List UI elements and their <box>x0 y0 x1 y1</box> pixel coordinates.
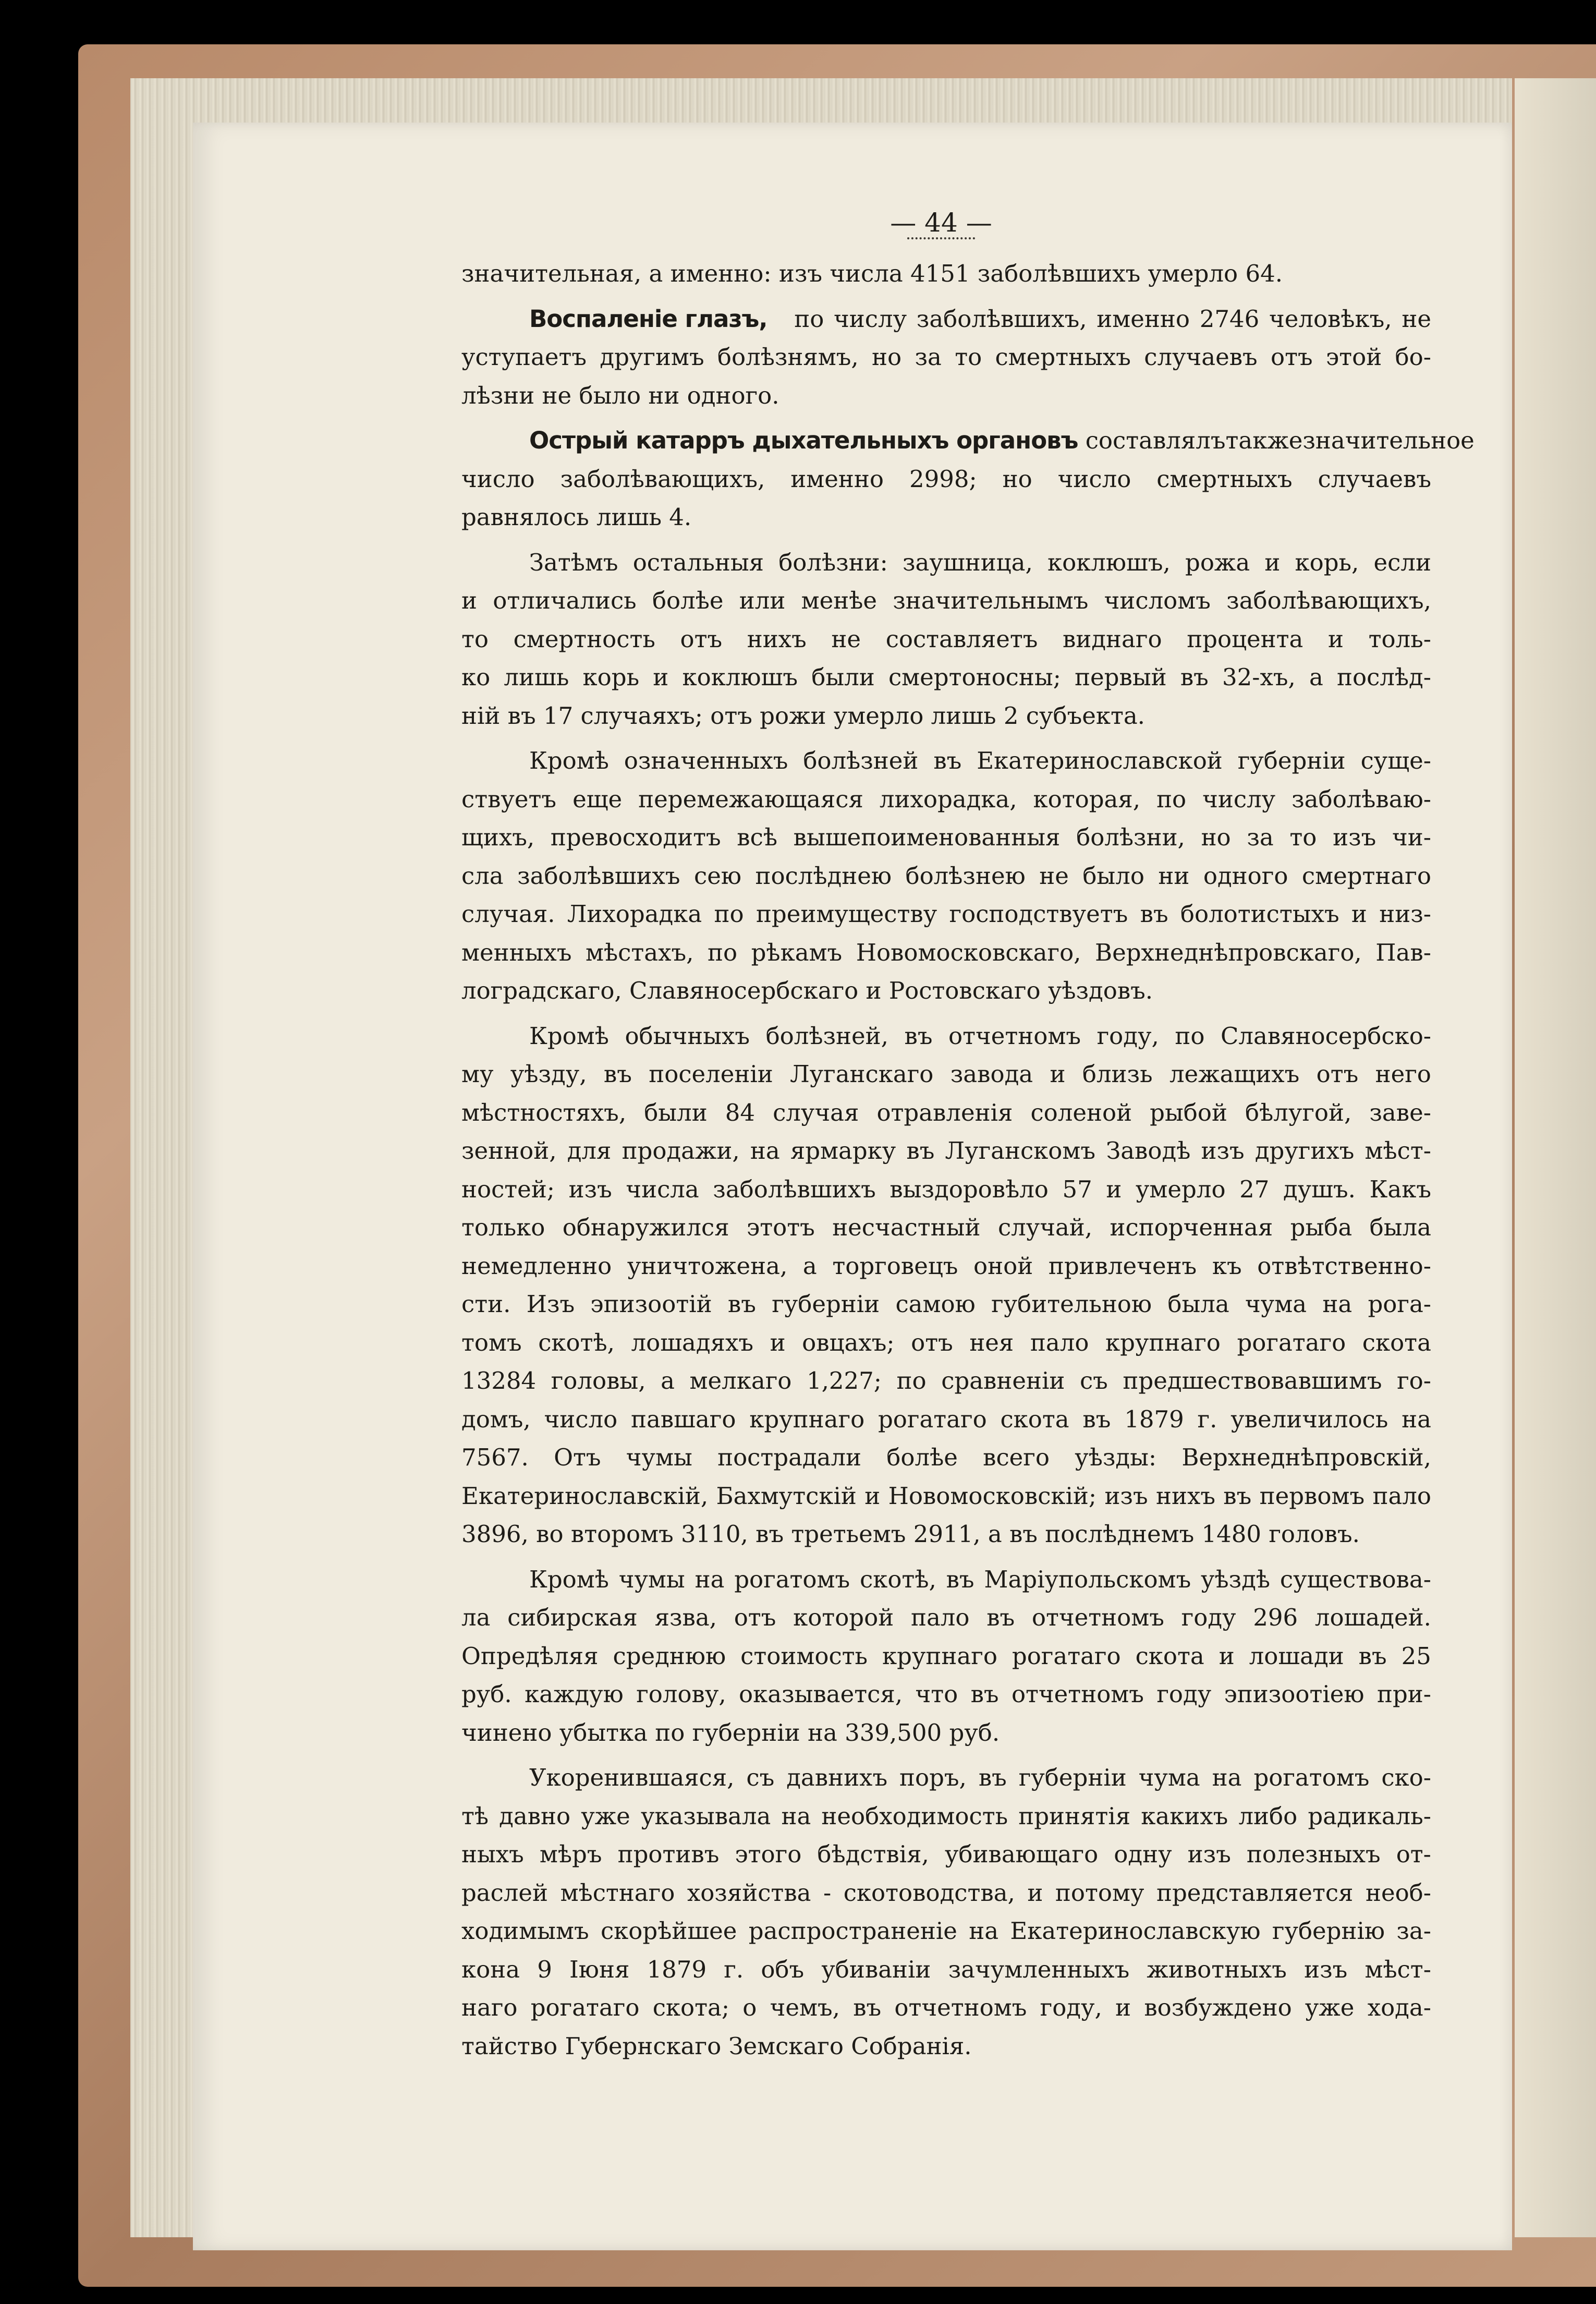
text-line: лѣзни не было ни одного. <box>461 381 779 409</box>
text-line: тайство Губернскаго Земскаго Собранія. <box>461 2032 972 2060</box>
text-line: Кромѣ чумы на рогатомъ скотѣ, въ Маріупольскомъ уѣздѣ существова- <box>529 1565 1431 1593</box>
text-line: ностей; изъ числа заболѣвшихъ выздоровѣло 57 и умерло 27 душъ. Какъ <box>461 1175 1431 1203</box>
text-line: раслей мѣстнаго хозяйства - скотоводства, и потому представляется необ- <box>461 1878 1431 1907</box>
text-line: тѣ давно уже указывала на необходимость принятія какихъ либо радикаль- <box>461 1802 1431 1830</box>
text-line: наго рогатаго скота; о чемъ, въ отчетномъ году, и возбуждено уже хода- <box>461 1994 1431 2021</box>
page-number: — 44 — <box>890 208 992 238</box>
text-line: 3896, во второмъ 3110, въ третьемъ 2911, а въ послѣднемъ 1480 головъ. <box>461 1520 1360 1548</box>
text-line: мѣстностяхъ, были 84 случая отравленія соленой рыбой бѣлугой, заве- <box>461 1098 1431 1126</box>
text-line: ходимымъ скорѣйшее распространеніе на Екатеринославскую губернію за- <box>461 1917 1431 1945</box>
text-line: лоградскаго, Славяносербскаго и Ростовскаго уѣздовъ. <box>461 977 1153 1004</box>
text-line: равнялось лишь 4. <box>461 503 692 531</box>
text-line: то смертность отъ нихъ не составляетъ виднаго процента и толь- <box>461 625 1431 653</box>
bold-heading: Воспаленіе глазъ, <box>529 305 767 333</box>
page-number-rule <box>907 237 975 239</box>
text-line: му уѣзду, въ поселеніи Луганскаго завода и близь лежащихъ отъ него <box>461 1060 1431 1088</box>
text-line: 7567. Отъ чумы пострадали болѣе всего уѣзды: Верхнеднѣпровскій, <box>461 1444 1431 1471</box>
text-line: значительная, а именно: изъ числа 4151 заболѣвшихъ умерло 64. <box>461 260 1283 287</box>
text-line: случая. Лихорадка по преимуществу господствуетъ въ болотистыхъ и низ- <box>461 900 1431 928</box>
text-line: уступаетъ другимъ болѣзнямъ, но за то смертныхъ случаевъ отъ этой бо- <box>461 343 1431 371</box>
text-line: руб. каждую голову, оказывается, что въ отчетномъ году эпизоотіею при- <box>461 1680 1431 1708</box>
text-line: Острый катарръ дыхательныхъ органовъ составлялъ также значительное <box>461 421 1431 460</box>
text-line: зенной, для продажи, на ярмарку въ Луганскомъ Заводѣ изъ другихъ мѣст- <box>461 1137 1431 1165</box>
text-line: ко лишь корь и коклюшъ были смертоносны; первый въ 32-хъ, а послѣд- <box>461 663 1431 691</box>
text-line: только обнаружился этотъ несчастный случай, испорченная рыба была <box>461 1214 1431 1241</box>
text-line: чинено убытка по губерніи на 339,500 руб. <box>461 1718 1000 1747</box>
text-line: ствуетъ еще перемежающаяся лихорадка, которая, по числу заболѣваю- <box>461 785 1431 813</box>
text-line: Затѣмъ остальныя болѣзни: заушница, коклюшъ, рожа и корь, если <box>529 548 1431 576</box>
text-line: Опредѣляя среднюю стоимость крупнаго рогатаго скота и лошади въ 25 <box>461 1642 1431 1670</box>
text-line: 13284 головы, а мелкаго 1,227; по сравненіи съ предшествовавшимъ го- <box>461 1367 1431 1394</box>
text-line: ныхъ мѣръ противъ этого бѣдствія, убивающаго одну изъ полезныхъ от- <box>461 1840 1431 1868</box>
opposite-page-edge <box>1515 78 1596 2237</box>
page-body-text <box>461 254 1475 2065</box>
text-line: сла заболѣвшихъ сею послѣднею болѣзнею не было ни одного смертнаго <box>461 862 1431 890</box>
bold-heading: Острый катарръ дыхательныхъ органовъ <box>529 427 1078 454</box>
text-line: Укоренившаяся, съ давнихъ поръ, въ губерніи чума на рогатомъ ско- <box>529 1764 1431 1791</box>
text-line: Кромѣ обычныхъ болѣзней, въ отчетномъ году, по Славяносербско- <box>529 1022 1431 1050</box>
text-line: ла сибирская язва, отъ которой пало въ отчетномъ году 296 лошадей. <box>461 1604 1431 1631</box>
text-line: и отличались болѣе или менѣе значительнымъ числомъ заболѣвающихъ, <box>461 587 1431 614</box>
text-line: Воспаленіе глазъ, по числу заболѣвшихъ, именно 2746 человѣкъ, не <box>461 300 1431 338</box>
text-line: Екатеринославскій, Бахмутскій и Новомосковскій; изъ нихъ въ первомъ пало <box>461 1482 1431 1510</box>
text-line: домъ, число павшаго крупнаго рогатаго скота въ 1879 г. увеличилось на <box>461 1405 1431 1433</box>
text-line: число заболѣвающихъ, именно 2998; но число смертныхъ случаевъ <box>461 465 1431 493</box>
text-line: щихъ, превосходитъ всѣ вышепоименованныя болѣзни, но за то изъ чи- <box>461 823 1431 851</box>
text-line: немедленно уничтожена, а торговецъ оной привлеченъ къ отвѣтственно- <box>461 1252 1431 1280</box>
text-line: менныхъ мѣстахъ, по рѣкамъ Новомосковскаго, Верхнеднѣпровскаго, Пав- <box>461 938 1431 966</box>
text-line: кона 9 Іюня 1879 г. объ убиваніи зачумленныхъ животныхъ изъ мѣст- <box>461 1955 1431 1983</box>
text-line: ній въ 17 случаяхъ; отъ рожи умерло лишь 2 субъекта. <box>461 701 1145 730</box>
text-line: сти. Изъ эпизоотій въ губерніи самою губительною была чума на рога- <box>461 1290 1431 1318</box>
text-line: томъ скотѣ, лошадяхъ и овцахъ; отъ нея пало крупнаго рогатаго скота <box>461 1328 1431 1356</box>
text-line: Кромѣ означенныхъ болѣзней въ Екатеринославской губерніи суще- <box>529 747 1431 774</box>
